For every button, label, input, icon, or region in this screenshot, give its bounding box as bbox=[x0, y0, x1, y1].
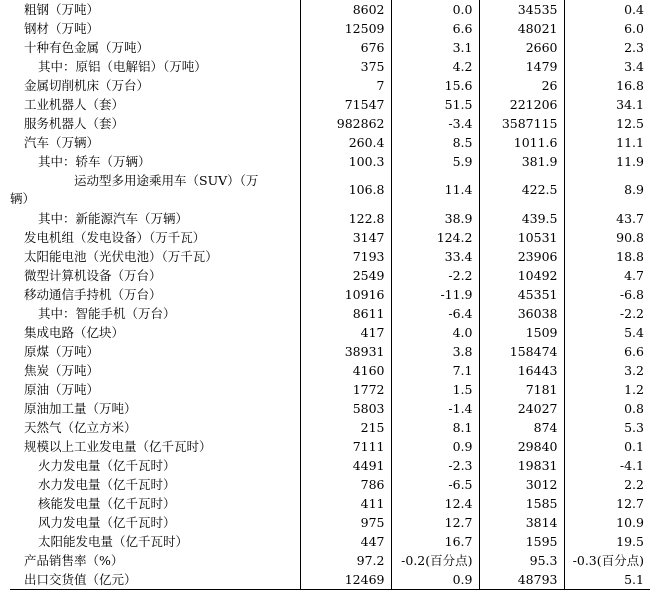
cumulative-output: 439.5 bbox=[479, 209, 564, 228]
monthly-output: 12509 bbox=[300, 19, 391, 38]
monthly-output: 8611 bbox=[300, 304, 391, 323]
cumulative-output: 10531 bbox=[479, 228, 564, 247]
cumulative-output: 422.5 bbox=[479, 171, 564, 209]
table-row bbox=[10, 513, 650, 532]
cumulative-growth: 5.1 bbox=[564, 570, 650, 590]
cumulative-growth: -2.2 bbox=[564, 304, 650, 323]
table-row bbox=[10, 418, 650, 437]
table-row bbox=[10, 171, 650, 209]
monthly-growth: -2.2 bbox=[391, 266, 479, 285]
cumulative-growth: 2.2 bbox=[564, 475, 650, 494]
cumulative-growth: 11.1 bbox=[564, 133, 650, 152]
table-row bbox=[10, 133, 650, 152]
monthly-output: 7193 bbox=[300, 247, 391, 266]
cumulative-growth: 5.4 bbox=[564, 323, 650, 342]
row-label: 核能发电量（亿千瓦时） bbox=[38, 495, 176, 511]
monthly-output: 260.4 bbox=[300, 133, 391, 152]
monthly-growth: 4.0 bbox=[391, 323, 479, 342]
row-label: 原煤（万吨） bbox=[24, 343, 100, 359]
monthly-growth: 3.8 bbox=[391, 342, 479, 361]
row-label: 服务机器人（套） bbox=[24, 115, 125, 131]
monthly-growth: -6.4 bbox=[391, 304, 479, 323]
cumulative-growth: 34.1 bbox=[564, 95, 650, 114]
monthly-output: 982862 bbox=[300, 114, 391, 133]
row-label: 粗钢（万吨） bbox=[24, 1, 100, 17]
cumulative-output: 34535 bbox=[479, 0, 564, 19]
row-label: 太阳能发电量（亿千瓦时） bbox=[38, 533, 189, 549]
monthly-output: 106.8 bbox=[300, 171, 391, 209]
monthly-growth: 33.4 bbox=[391, 247, 479, 266]
cumulative-growth: 0.8 bbox=[564, 399, 650, 418]
cumulative-growth: 0.4 bbox=[564, 0, 650, 19]
row-label: 微型计算机设备（万台） bbox=[24, 267, 162, 283]
table-row bbox=[10, 152, 650, 171]
table-row bbox=[10, 95, 650, 114]
row-label: 其中：新能源汽车（万辆） bbox=[38, 210, 189, 226]
row-label: 水力发电量（亿千瓦时） bbox=[38, 476, 176, 492]
monthly-output: 8602 bbox=[300, 0, 391, 19]
row-label bbox=[10, 171, 300, 209]
cumulative-growth: 19.5 bbox=[564, 532, 650, 551]
monthly-output: 3147 bbox=[300, 228, 391, 247]
row-label: 其中：轿车（万辆） bbox=[38, 153, 151, 169]
monthly-growth: 3.1 bbox=[391, 38, 479, 57]
monthly-growth: -6.5 bbox=[391, 475, 479, 494]
cumulative-output: 1479 bbox=[479, 57, 564, 76]
table-row bbox=[10, 323, 650, 342]
monthly-output: 71547 bbox=[300, 95, 391, 114]
monthly-output: 375 bbox=[300, 57, 391, 76]
cumulative-output: 29840 bbox=[479, 437, 564, 456]
cumulative-growth: 18.8 bbox=[564, 247, 650, 266]
row-label: 出口交货值（亿元） bbox=[10, 570, 300, 590]
cumulative-growth: 0.1 bbox=[564, 437, 650, 456]
row-label: 产品销售率（%） bbox=[24, 552, 124, 568]
table-row bbox=[10, 551, 650, 570]
monthly-output: 1772 bbox=[300, 380, 391, 399]
monthly-growth: 0.9 bbox=[391, 437, 479, 456]
cumulative-output: 48021 bbox=[479, 19, 564, 38]
cumulative-growth: 6.6 bbox=[564, 342, 650, 361]
cumulative-growth: 2.3 bbox=[564, 38, 650, 57]
cumulative-growth: 10.9 bbox=[564, 513, 650, 532]
table-row bbox=[10, 285, 650, 304]
cumulative-output: 1585 bbox=[479, 494, 564, 513]
cumulative-growth: 12.5 bbox=[564, 114, 650, 133]
table-row bbox=[10, 0, 650, 19]
cumulative-output: 874 bbox=[479, 418, 564, 437]
cumulative-output: 24027 bbox=[479, 399, 564, 418]
table-row bbox=[10, 532, 650, 551]
monthly-growth: -11.9 bbox=[391, 285, 479, 304]
cumulative-output: 19831 bbox=[479, 456, 564, 475]
monthly-growth: 11.4 bbox=[391, 171, 479, 209]
table-row bbox=[10, 570, 650, 590]
table-row bbox=[10, 380, 650, 399]
monthly-output: 7111 bbox=[300, 437, 391, 456]
row-label: 太阳能电池（光伏电池）（万千瓦） bbox=[24, 248, 218, 264]
monthly-output: 10916 bbox=[300, 285, 391, 304]
cumulative-output: 3012 bbox=[479, 475, 564, 494]
cumulative-output: 3814 bbox=[479, 513, 564, 532]
cumulative-output: 10492 bbox=[479, 266, 564, 285]
monthly-output: 786 bbox=[300, 475, 391, 494]
cumulative-growth: 3.2 bbox=[564, 361, 650, 380]
cumulative-output: 158474 bbox=[479, 342, 564, 361]
monthly-output: 38931 bbox=[300, 342, 391, 361]
row-label: 规模以上工业发电量（亿千瓦时） bbox=[24, 438, 212, 454]
cumulative-growth: 43.7 bbox=[564, 209, 650, 228]
monthly-growth: -2.3 bbox=[391, 456, 479, 475]
table-row bbox=[10, 342, 650, 361]
row-label: 天然气（亿立方米） bbox=[24, 419, 137, 435]
table-row bbox=[10, 76, 650, 95]
cumulative-growth: 12.7 bbox=[564, 494, 650, 513]
cumulative-output: 221206 bbox=[479, 95, 564, 114]
row-label: 移动通信手持机（万台） bbox=[24, 286, 162, 302]
cumulative-growth: 5.3 bbox=[564, 418, 650, 437]
cumulative-output: 381.9 bbox=[479, 152, 564, 171]
cumulative-output: 45351 bbox=[479, 285, 564, 304]
row-label: 焦炭（万吨） bbox=[24, 362, 100, 378]
cumulative-output: 36038 bbox=[479, 304, 564, 323]
table-row bbox=[10, 399, 650, 418]
row-label: 金属切削机床（万台） bbox=[24, 77, 150, 93]
table-row bbox=[10, 475, 650, 494]
cumulative-output: 2660 bbox=[479, 38, 564, 57]
monthly-growth: -3.4 bbox=[391, 114, 479, 133]
monthly-growth: 12.4 bbox=[391, 494, 479, 513]
row-label: 原油（万吨） bbox=[24, 381, 100, 397]
monthly-output: 2549 bbox=[300, 266, 391, 285]
monthly-growth: 15.6 bbox=[391, 76, 479, 95]
row-label-line-2: 辆） bbox=[10, 191, 36, 206]
cumulative-growth: 11.9 bbox=[564, 152, 650, 171]
table-row bbox=[10, 456, 650, 475]
cumulative-growth: 4.7 bbox=[564, 266, 650, 285]
table-row bbox=[10, 494, 650, 513]
row-label: 其中：智能手机（万台） bbox=[38, 305, 176, 321]
cumulative-output: 16443 bbox=[479, 361, 564, 380]
monthly-growth: 51.5 bbox=[391, 95, 479, 114]
table-row bbox=[10, 209, 650, 228]
cumulative-output: 3587115 bbox=[479, 114, 564, 133]
row-label: 发电机组（发电设备）（万千瓦） bbox=[24, 229, 206, 245]
cumulative-growth: 90.8 bbox=[564, 228, 650, 247]
monthly-output: 215 bbox=[300, 418, 391, 437]
cumulative-growth: 8.9 bbox=[564, 171, 650, 209]
monthly-output: 100.3 bbox=[300, 152, 391, 171]
row-label-line-1: 运动型多用途乘用车（SUV）（万 bbox=[74, 173, 259, 188]
cumulative-growth: 1.2 bbox=[564, 380, 650, 399]
monthly-growth: 0.0 bbox=[391, 0, 479, 19]
monthly-growth: -0.2(百分点) bbox=[391, 551, 479, 570]
row-label: 集成电路（亿块） bbox=[24, 324, 125, 340]
monthly-output: 417 bbox=[300, 323, 391, 342]
row-label: 十种有色金属（万吨） bbox=[24, 39, 150, 55]
monthly-growth: 7.1 bbox=[391, 361, 479, 380]
monthly-output: 97.2 bbox=[300, 551, 391, 570]
monthly-output: 447 bbox=[300, 532, 391, 551]
table-row bbox=[10, 361, 650, 380]
cumulative-output: 48793 bbox=[479, 570, 564, 590]
cumulative-output: 1011.6 bbox=[479, 133, 564, 152]
table-row bbox=[10, 247, 650, 266]
cumulative-growth: -0.3(百分点) bbox=[564, 551, 650, 570]
cumulative-output: 95.3 bbox=[479, 551, 564, 570]
table-row bbox=[10, 266, 650, 285]
table-row bbox=[10, 38, 650, 57]
cumulative-growth: -4.1 bbox=[564, 456, 650, 475]
cumulative-output: 7181 bbox=[479, 380, 564, 399]
monthly-growth: -1.4 bbox=[391, 399, 479, 418]
row-label: 汽车（万辆） bbox=[24, 134, 100, 150]
monthly-output: 122.8 bbox=[300, 209, 391, 228]
monthly-output: 4160 bbox=[300, 361, 391, 380]
row-label: 原油加工量（万吨） bbox=[24, 400, 137, 416]
monthly-growth: 8.5 bbox=[391, 133, 479, 152]
monthly-growth: 4.2 bbox=[391, 57, 479, 76]
monthly-growth: 124.2 bbox=[391, 228, 479, 247]
cumulative-growth: 3.4 bbox=[564, 57, 650, 76]
cumulative-growth: -6.8 bbox=[564, 285, 650, 304]
cumulative-output: 23906 bbox=[479, 247, 564, 266]
row-label: 风力发电量（亿千瓦时） bbox=[38, 514, 176, 530]
table-row bbox=[10, 114, 650, 133]
monthly-output: 676 bbox=[300, 38, 391, 57]
monthly-growth: 12.7 bbox=[391, 513, 479, 532]
table-row bbox=[10, 228, 650, 247]
monthly-growth: 5.9 bbox=[391, 152, 479, 171]
row-label: 工业机器人（套） bbox=[24, 96, 125, 112]
monthly-growth: 1.5 bbox=[391, 380, 479, 399]
row-label: 钢材（万吨） bbox=[24, 20, 100, 36]
monthly-growth: 16.7 bbox=[391, 532, 479, 551]
monthly-growth: 0.9 bbox=[391, 570, 479, 590]
monthly-output: 7 bbox=[300, 76, 391, 95]
cumulative-growth: 6.0 bbox=[564, 19, 650, 38]
table-row bbox=[10, 19, 650, 38]
row-label: 其中：原铝（电解铝）（万吨） bbox=[38, 58, 207, 74]
industrial-output-table bbox=[10, 0, 650, 590]
monthly-growth: 6.6 bbox=[391, 19, 479, 38]
monthly-output: 5803 bbox=[300, 399, 391, 418]
monthly-output: 4491 bbox=[300, 456, 391, 475]
table-row bbox=[10, 304, 650, 323]
cumulative-output: 1595 bbox=[479, 532, 564, 551]
monthly-growth: 38.9 bbox=[391, 209, 479, 228]
table-row bbox=[10, 437, 650, 456]
table-row bbox=[10, 57, 650, 76]
cumulative-output: 26 bbox=[479, 76, 564, 95]
monthly-output: 12469 bbox=[300, 570, 391, 590]
cumulative-growth: 16.8 bbox=[564, 76, 650, 95]
monthly-output: 975 bbox=[300, 513, 391, 532]
row-label: 火力发电量（亿千瓦时） bbox=[38, 457, 176, 473]
monthly-output: 411 bbox=[300, 494, 391, 513]
monthly-growth: 8.1 bbox=[391, 418, 479, 437]
cumulative-output: 1509 bbox=[479, 323, 564, 342]
